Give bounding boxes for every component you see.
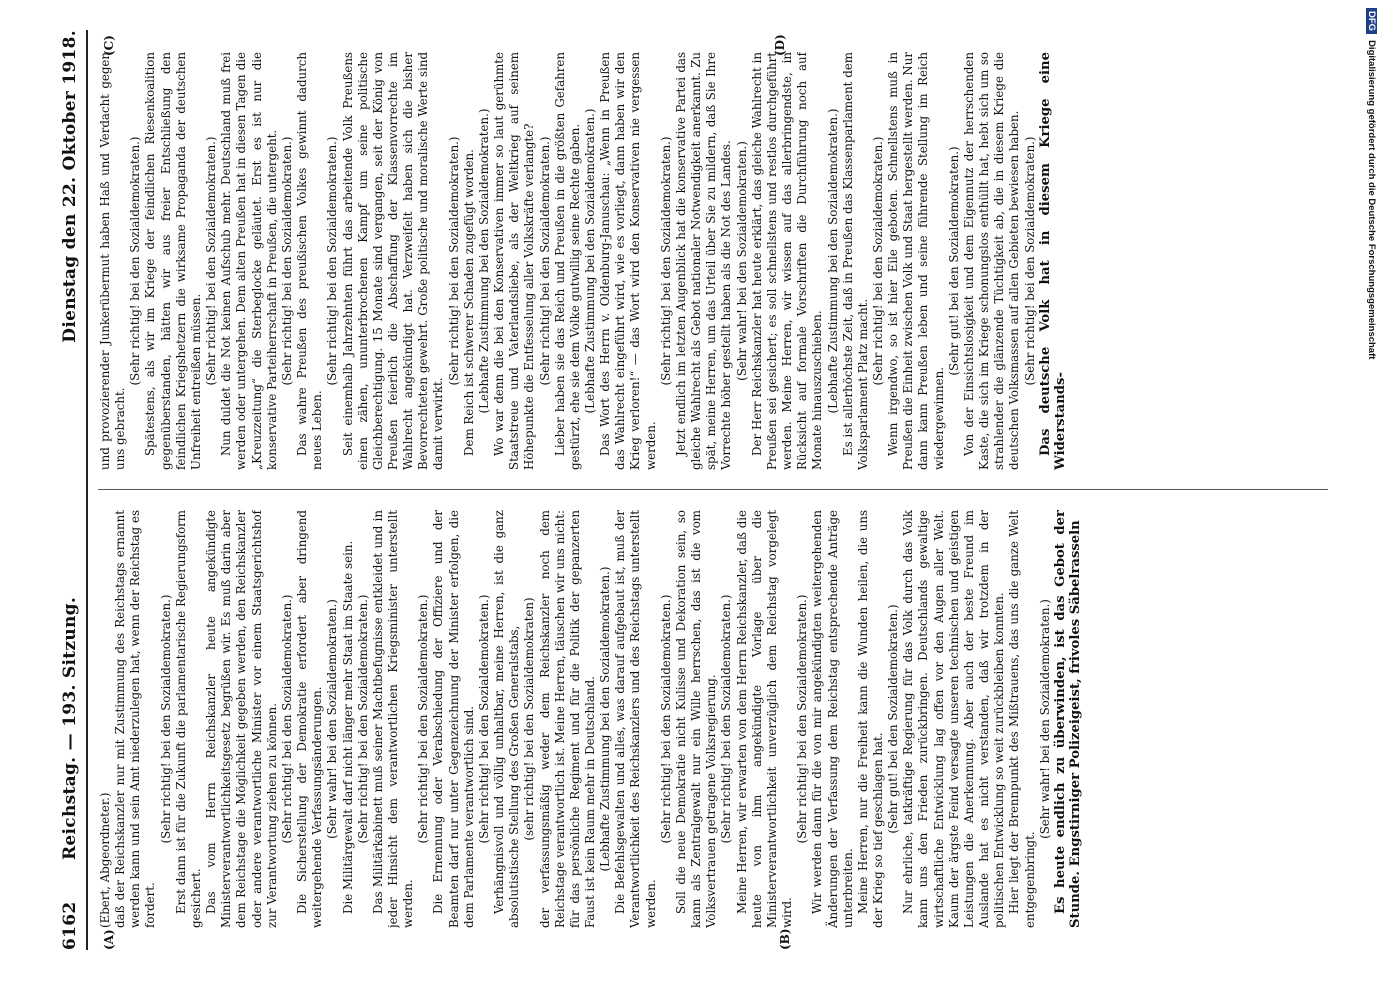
interjection: (Lebhafte Zustimmung bei den Sozialdemokraten.) <box>476 108 491 414</box>
stamp-text: Digitalisierung gefördert durch die Deutsche Forschungsgemeinschaft <box>1366 40 1377 360</box>
interjection: (Lebhafte Zustimmung bei den Sozialdemokraten.) <box>583 108 597 414</box>
interjection: (Sehr richtig! bei den Sozialdemokraten.) <box>658 136 673 386</box>
interjection: (Sehr richtig! bei den Sozialdemokraten.) <box>795 594 810 844</box>
paragraph: Es ist allerhöchste Zeit, daß in Preußen das Klassenparlament dem Volksparlament Platz macht. <box>840 52 870 470</box>
column-divider <box>98 489 1328 490</box>
paragraph: Meine Herren, wir erwarten von dem Herrn Reichskanzler, daß die heute von ihm angekündigte Vorlage über die Ministerverantwortlichkeit unverzüglich dem Reichstag vorgelegt wird. <box>734 510 795 928</box>
session-date: Dienstag den 22. Oktober 1918. <box>60 30 80 343</box>
paragraph: Dem Reich ist schwerer Schaden zugefügt worden. <box>461 149 476 456</box>
interjection: (sehr richtig! bei den Sozialdemokraten) <box>522 597 537 841</box>
interjection: (Sehr richtig! bei den Sozialdemokraten.) <box>128 136 143 386</box>
paragraph: Der Herr Reichskanzler hat heute erklärt, das gleiche Wahlrecht in Preußen sei gesichert; es soll schnellstens und restlos durchgeführt werden. Meine Herren, wir wissen auf das allerbringendste, in Rücksicht auf formale Vorschriften die Durchführung noch auf Monate hinauszuschieben. <box>749 52 825 470</box>
session-title: Reichstag. — 193. Sitzung. <box>60 596 80 860</box>
interjection: (Sehr richtig! bei den Sozialdemokraten.) <box>279 136 294 386</box>
paragraph: Soll die neue Demokratie nicht Kulisse und Dekoration sein, so kann als Zentralgewalt nur ein Wille herrschen, das ist die vom Volksvertrauen getragene Volksregierung. <box>673 510 719 928</box>
header-rule <box>86 30 88 950</box>
interjection: (Sehr richtig! bei den Sozialdemokraten.) <box>325 136 340 386</box>
interjection: (Sehr richtig! bei den Sozialdemokraten.) <box>446 136 461 386</box>
paragraph: Erst dann ist für die Zukunft die parlamentarische Regierungsform gesichert. <box>173 510 203 928</box>
digitization-stamp <box>1363 8 1379 998</box>
interjection: (Lebhafte Zustimmung bei den Sozialdemokraten.) <box>598 566 613 872</box>
interjection: (Sehr richtig! bei den Sozialdemokraten.) <box>279 594 294 844</box>
interjection: (Sehr richtig! bei den Sozialdemokraten.) <box>476 594 491 844</box>
interjection: (Lebhafte Zustimmung bei den Sozialdemokraten.) <box>825 108 840 414</box>
paragraph: (Ebert, Abgeordneter.) <box>98 792 112 928</box>
interjection: (Sehr wahr! bei den Sozialdemokraten.) <box>734 141 749 381</box>
paragraph: Das Wort des Herrn v. Oldenburg-Januschau: „Wenn in Preußen das Wahlrecht eingeführt wird, wie es vorliegt, dann haben wir den Krieg verloren!“ — das Wort wird den Konservativen nie vergessen werden. <box>598 52 658 470</box>
rotated-page-content <box>58 30 1348 950</box>
paragraph: Die Befehlsgewalten und alles, was darauf aufgebaut ist, muß der Verantwortlichkeit des Reichskanzlers und des Reichstags unterstellt werden. <box>613 510 658 928</box>
interjection: (Sehr richtig! bei den Sozialdemokraten.) <box>719 594 734 844</box>
paragraph: und provozierender Junkerübermut haben Haß und Verdacht gegen uns gebracht. <box>98 52 128 470</box>
margin-mark-b: (B) <box>778 928 792 950</box>
paragraph: Das wahre Preußen des preußischen Volkes gewinnt dadurch neues Leben. <box>295 52 325 470</box>
paragraph: der verfassungsmäßig weder dem Reichskanzler noch dem Reichstage verantwortlich ist. Meine Herren, täuschen wir uns nicht: für das persönliche Regiment und für die Politik der gepanzerten Faust ist kein Raum mehr in Deutschland. <box>537 510 597 928</box>
paragraph: Es heute endlich zu überwinden, ist das Gebot der Stunde. Engstirniger Polizeigeist, frivoles Säbelrasseln <box>1052 510 1083 928</box>
interjection: (Sehr richtig! bei den Sozialdemokraten.) <box>1022 136 1037 386</box>
interjection: (Sehr richtig! bei den Sozialdemokraten.) <box>658 594 673 844</box>
margin-mark-a: (A) <box>102 929 116 950</box>
paragraph: Hier liegt der Brennpunkt des Mißtrauens, das uns die ganze Welt entgegenbringt. <box>1007 510 1037 928</box>
interjection: (Sehr richtig! bei den Sozialdemokraten.) <box>204 136 219 386</box>
interjection: (Sehr richtig! bei den Sozialdemokraten.) <box>355 594 370 844</box>
paragraph: Wir werden dann für die von mir angekündigten weitergehenden Änderungen der Verfassung dem Reichstag entsprechende Anträge unterbreiten. <box>810 510 855 928</box>
paragraph: Wo war denn die bei den Konservativen immer so laut gerühmte Staatstreue und Vaterlandsliebe, als der Weltkrieg auf seinem Höhepunkte die Entfesselung aller Volkskräfte verlangte? <box>492 52 537 470</box>
dfg-logo: DFG <box>1366 8 1377 34</box>
interjection: (Sehr richtig! bei den Sozialdemokraten.) <box>537 136 552 386</box>
paragraph: Wenn irgendwo, so ist hier Eile geboten. Schnellstens muß in Preußen die Einheit zwischen Volk und Staat hergestellt werden. Nur dann kann Preußen leben und seine führende Stellung im Reich wiedergewinnen. <box>886 52 946 470</box>
margin-mark-c: (C) <box>102 35 116 56</box>
margin-mark-d: (D) <box>773 34 787 56</box>
interjection: (Sehr gut! bei den Sozialdemokraten.) <box>886 604 901 834</box>
paragraph: Die Militärgewalt darf nicht länger mehr Staat im Staate sein. <box>340 540 355 914</box>
paragraph: Nun duldet die Not keinen Aufschub mehr. Deutschland muß frei werden oder untergehen. Dem alten Preußen hat in diesen Tagen die „Kreuzzeitung“ die Sterbeglocke geläutet. Erst es ist nur die konservative Parteiherrschaft in Preußen, die untergeht. <box>219 52 279 470</box>
interjection: (Sehr wahr! bei den Sozialdemokraten.) <box>1037 599 1052 839</box>
paragraph: Lieber haben sie das Reich und Preußen in die größten Gefahren gestürzt, ehe sie dem Volke gutwillig seine Rechte gaben. <box>552 52 582 470</box>
paragraph: Seit einemhalb Jahrzehnten führt das arbeitende Volk Preußens einen zähen, ununterbrochenen Kampf um seine politische Gleichberechtigung. 15 Monate sind vergangen, seit der König von Preußen feierlich die Abschaffung der Klassenvorrechte im Wahlrecht angekündigt hat. Verzweifelt haben sich die bisher Bevorrechteten gewehrt. Große politische und moralische Werte sind damit verwirkt. <box>340 52 446 470</box>
right-column <box>98 52 1338 470</box>
paragraph: Spätestens, als wir im Kriege der feindlichen Riesenkoalition gegenüberstanden, hätten wir aus freier Entschließung den feindlichen Kriegshetzern die wirksame Propaganda der deutschen Unfreiheit entreißen müssen. <box>143 52 203 470</box>
paragraph: Die Ernennung oder Verabschiedung der Offiziere und der Beamten darf nur unter Gegenzeichnung der Minister erfolgen, die dem Parlamente verantwortlich sind. <box>431 510 476 928</box>
paragraph: Das vom Herrn Reichskanzler heute angekündigte Ministerverantwortlichkeitsgesetz begrüßen wir. Es muß darin aber dem Reichstage die Möglichkeit gegeben werden, den Reichskanzler oder andere verantwortliche Minister vor einem Staatsgerichtshof zur Verantwortung ziehen zu können. <box>204 510 279 928</box>
interjection: (Sehr wahr! bei den Sozialdemokraten.) <box>325 599 340 839</box>
paragraph: Jetzt endlich im letzten Augenblick hat die konservative Partei das gleiche Wahlrecht als Gebot nationaler Notwendigkeit anerkannt. Zu spät, meine Herren, um das Urteil über Sie zu mildern, daß Sie Ihre Vorrechte höher gestellt haben als die Not des Landes. <box>673 52 734 470</box>
paragraph: Das deutsche Volk hat in diesem Kriege eine Widerstands- <box>1037 52 1068 470</box>
paragraph: daß der Reichskanzler nur mit Zustimmung des Reichstags ernannt werden kann und sein Amt niederzulegen hat, wenn der Reichstag es fordert. <box>113 510 158 928</box>
paragraph: Die Sicherstellung der Demokratie erfordert aber dringend weitergehende Verfassungsänderungen. <box>295 510 325 928</box>
paragraph: Von der Einsichtslosigkeit und dem Eigennutz der herrschenden Kaste, die sich im Kriege schonungslos enthüllt hat, hebt sich um so strahlender die glänzende Tüchtigkeit ab, die in diesem Kriege die deutschen Volksmassen auf allen Gebieten bewiesen haben. <box>961 52 1022 470</box>
interjection: (Sehr richtig! bei den Sozialdemokraten.) <box>416 594 431 844</box>
page-number: 6162 <box>60 901 80 950</box>
page-header <box>58 30 84 950</box>
paragraph: Verhängnisvoll und völlig unhaltbar, meine Herren, ist die ganz absolutistische Stellung des Großen Generalstabs, <box>492 510 522 928</box>
interjection: (Sehr gut! bei den Sozialdemokraten.) <box>946 146 961 376</box>
interjection: (Sehr richtig! bei den Sozialdemokraten.) <box>158 594 173 844</box>
interjection: (Sehr richtig! bei den Sozialdemokraten.) <box>870 136 885 386</box>
paragraph: Meine Herren, nur die Freiheit kann die Wunden heilen, die uns der Krieg so tief geschlagen hat. <box>855 510 885 928</box>
left-column <box>98 510 1338 928</box>
paragraph: Nur ehrliche, tatkräftige Regierung für das Volk durch das Volk kann uns den Frieden zurückbringen. Deutschlands gewaltige wirtschaftliche Entwicklung lag offen vor den Augen aller Welt. Kaum der ärgste Feind versagte unseren technischen und geistigen Leistungen die Anerkennung. Aber auch der beste Freund im Auslande hat es nicht verstanden, daß wir trotzdem in der politischen Entwicklung so weit zurückbleiben konnten. <box>901 510 1007 928</box>
paragraph: Das Militärkabinett muß seiner Machtbefugnisse entkleidet und in jeder Hinsicht dem verantwortlichen Kriegsminister unterstellt werden. <box>370 510 416 928</box>
